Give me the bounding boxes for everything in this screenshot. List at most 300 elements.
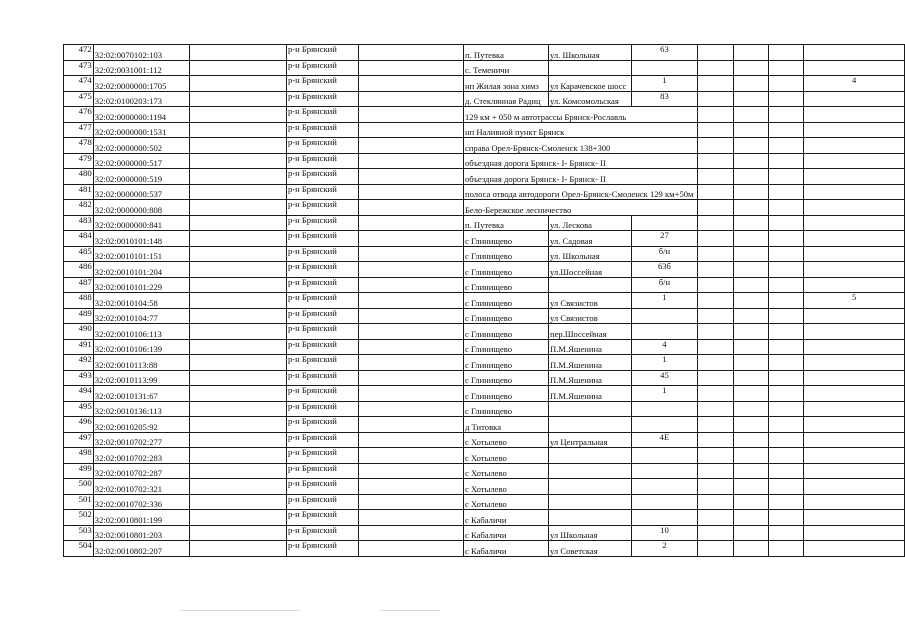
empty-cell [734, 370, 769, 386]
table-row [64, 45, 905, 61]
table-row [64, 200, 905, 216]
extra-number-cell [804, 463, 905, 479]
house-number-cell [631, 417, 697, 433]
extra-number-cell [804, 401, 905, 417]
empty-cell [697, 215, 733, 231]
address-cell: объездная дорога Брянск- I- Брянск- II [464, 169, 698, 185]
empty-cell [768, 107, 803, 123]
locality-cell: с Глинищево [464, 262, 549, 278]
empty-cell [697, 479, 733, 495]
row-number-cell: 482 [64, 200, 94, 216]
street-cell [548, 448, 631, 464]
empty-cell [190, 510, 287, 526]
locality-cell: п. Путевка [464, 45, 549, 61]
property-register-table [63, 44, 905, 557]
house-number-cell [631, 494, 697, 510]
empty-cell [768, 339, 803, 355]
empty-cell [734, 510, 769, 526]
cadastral-number-cell: 32:02:0010101:204 [93, 262, 190, 278]
extra-number-cell [804, 45, 905, 61]
row-number-cell: 491 [64, 339, 94, 355]
locality-cell: д Титовка [464, 417, 549, 433]
district-cell: р-н Брянский [286, 479, 358, 495]
extra-number-cell [804, 324, 905, 340]
empty-cell [358, 262, 463, 278]
house-number-cell: б/н [631, 277, 697, 293]
empty-cell [697, 184, 733, 200]
house-number-cell [631, 448, 697, 464]
table-row [64, 494, 905, 510]
address-cell: нп Наливной пункт Брянск [464, 122, 698, 138]
empty-cell [358, 246, 463, 262]
empty-cell [190, 246, 287, 262]
row-number-cell: 478 [64, 138, 94, 154]
table-row [64, 339, 905, 355]
house-number-cell: 83 [631, 91, 697, 107]
empty-cell [734, 525, 769, 541]
cadastral-number-cell: 32:02:0010801:199 [93, 510, 190, 526]
street-cell: ул. Лескова [548, 215, 631, 231]
empty-cell [768, 448, 803, 464]
street-cell [548, 510, 631, 526]
extra-number-cell [804, 432, 905, 448]
street-cell: ул Советская [548, 541, 631, 557]
table-row [64, 401, 905, 417]
table-row [64, 479, 905, 495]
extra-number-cell [804, 91, 905, 107]
empty-cell [768, 169, 803, 185]
table-row [64, 370, 905, 386]
empty-cell [734, 417, 769, 433]
street-cell: ул Карачевское шосс [548, 76, 631, 92]
locality-cell: с Хотылево [464, 494, 549, 510]
register-rows [64, 45, 905, 557]
cadastral-number-cell: 32:02:0000000:502 [93, 138, 190, 154]
address-cell: справа Орел-Брянск-Смоленск 138+300 [464, 138, 698, 154]
table-row [64, 215, 905, 231]
locality-cell: нп Жилая зона химз [464, 76, 549, 92]
empty-cell [190, 293, 287, 309]
empty-cell [734, 355, 769, 371]
address-cell: объездная дорога Брянск- I- Брянск- II [464, 153, 698, 169]
table-row [64, 246, 905, 262]
table-row [64, 355, 905, 371]
table-row [64, 463, 905, 479]
table-row [64, 417, 905, 433]
table-row [64, 448, 905, 464]
empty-cell [190, 169, 287, 185]
district-cell: р-н Брянский [286, 231, 358, 247]
empty-cell [734, 339, 769, 355]
street-cell [548, 401, 631, 417]
empty-cell [190, 76, 287, 92]
empty-cell [734, 448, 769, 464]
empty-cell [768, 401, 803, 417]
row-number-cell: 501 [64, 494, 94, 510]
row-number-cell: 479 [64, 153, 94, 169]
extra-number-cell [804, 541, 905, 557]
locality-cell: с Хотылево [464, 463, 549, 479]
district-cell: р-н Брянский [286, 91, 358, 107]
locality-cell: с Хотылево [464, 479, 549, 495]
empty-cell [768, 231, 803, 247]
house-number-cell [631, 60, 697, 76]
empty-cell [190, 448, 287, 464]
empty-cell [358, 277, 463, 293]
empty-cell [768, 510, 803, 526]
street-cell: ул Центральная [548, 432, 631, 448]
district-cell: р-н Брянский [286, 525, 358, 541]
house-number-cell: б/н [631, 246, 697, 262]
empty-cell [697, 370, 733, 386]
empty-cell [697, 308, 733, 324]
empty-cell [734, 200, 769, 216]
table-row [64, 169, 905, 185]
empty-cell [697, 60, 733, 76]
empty-cell [734, 541, 769, 557]
street-cell: П.М.Яшенина [548, 370, 631, 386]
district-cell: р-н Брянский [286, 45, 358, 61]
empty-cell [358, 107, 463, 123]
locality-cell: с. Теменичи [464, 60, 549, 76]
cadastral-number-cell: 32:02:0010702:336 [93, 494, 190, 510]
row-number-cell: 486 [64, 262, 94, 278]
house-number-cell [631, 215, 697, 231]
district-cell: р-н Брянский [286, 510, 358, 526]
empty-cell [697, 246, 733, 262]
cadastral-number-cell: 32:02:0000000:808 [93, 200, 190, 216]
empty-cell [190, 45, 287, 61]
empty-cell [734, 401, 769, 417]
extra-number-cell [804, 339, 905, 355]
street-cell: ул Школьная [548, 525, 631, 541]
table-row [64, 153, 905, 169]
cadastral-number-cell: 32:02:0000000:1531 [93, 122, 190, 138]
district-cell: р-н Брянский [286, 339, 358, 355]
street-cell: ул. Комсомольская [548, 91, 631, 107]
cadastral-number-cell: 32:02:0010205:92 [93, 417, 190, 433]
empty-cell [768, 215, 803, 231]
empty-cell [190, 370, 287, 386]
row-number-cell: 490 [64, 324, 94, 340]
empty-cell [190, 107, 287, 123]
district-cell: р-н Брянский [286, 138, 358, 154]
row-number-cell: 481 [64, 184, 94, 200]
street-cell: П.М.Яшенина [548, 355, 631, 371]
cadastral-number-cell: 32:02:0010104:77 [93, 308, 190, 324]
row-number-cell: 476 [64, 107, 94, 123]
extra-number-cell [804, 60, 905, 76]
street-cell [548, 277, 631, 293]
empty-cell [768, 525, 803, 541]
empty-cell [768, 432, 803, 448]
empty-cell [697, 525, 733, 541]
extra-number-cell [804, 200, 905, 216]
empty-cell [190, 308, 287, 324]
row-number-cell: 497 [64, 432, 94, 448]
empty-cell [190, 262, 287, 278]
empty-cell [697, 355, 733, 371]
empty-cell [734, 76, 769, 92]
row-number-cell: 484 [64, 231, 94, 247]
empty-cell [697, 76, 733, 92]
row-number-cell: 496 [64, 417, 94, 433]
extra-number-cell [804, 370, 905, 386]
empty-cell [768, 293, 803, 309]
empty-cell [697, 122, 733, 138]
empty-cell [734, 277, 769, 293]
district-cell: р-н Брянский [286, 355, 358, 371]
district-cell: р-н Брянский [286, 541, 358, 557]
empty-cell [190, 494, 287, 510]
cadastral-number-cell: 32:02:0010802:207 [93, 541, 190, 557]
empty-cell [768, 91, 803, 107]
street-cell: ул Связистов [548, 293, 631, 309]
empty-cell [358, 184, 463, 200]
row-number-cell: 504 [64, 541, 94, 557]
row-number-cell: 472 [64, 45, 94, 61]
street-cell: ул Связистов [548, 308, 631, 324]
cadastral-number-cell: 32:02:0010131:67 [93, 386, 190, 402]
table-row [64, 386, 905, 402]
empty-cell [734, 169, 769, 185]
scan-noise [380, 610, 440, 611]
cadastral-number-cell: 32:02:0010801:203 [93, 525, 190, 541]
empty-cell [697, 153, 733, 169]
empty-cell [358, 215, 463, 231]
row-number-cell: 495 [64, 401, 94, 417]
row-number-cell: 487 [64, 277, 94, 293]
house-number-cell [631, 401, 697, 417]
house-number-cell: 1 [631, 355, 697, 371]
empty-cell [190, 432, 287, 448]
district-cell: р-н Брянский [286, 122, 358, 138]
street-cell [548, 60, 631, 76]
street-cell [548, 463, 631, 479]
empty-cell [190, 479, 287, 495]
empty-cell [190, 541, 287, 557]
empty-cell [358, 432, 463, 448]
empty-cell [697, 494, 733, 510]
empty-cell [190, 122, 287, 138]
table-row [64, 231, 905, 247]
extra-number-cell [804, 184, 905, 200]
empty-cell [358, 231, 463, 247]
locality-cell: с Хотылево [464, 432, 549, 448]
district-cell: р-н Брянский [286, 448, 358, 464]
house-number-cell [631, 479, 697, 495]
empty-cell [697, 277, 733, 293]
empty-cell [734, 494, 769, 510]
district-cell: р-н Брянский [286, 386, 358, 402]
cadastral-number-cell: 32:02:0000000:517 [93, 153, 190, 169]
empty-cell [697, 91, 733, 107]
empty-cell [768, 417, 803, 433]
locality-cell: с Глинищево [464, 370, 549, 386]
address-cell: Бело-Бережское лесничество [464, 200, 698, 216]
cadastral-number-cell: 32:02:0000000:519 [93, 169, 190, 185]
district-cell: р-н Брянский [286, 277, 358, 293]
extra-number-cell [804, 153, 905, 169]
table-row [64, 510, 905, 526]
street-cell: ул. Школьная [548, 246, 631, 262]
empty-cell [697, 138, 733, 154]
district-cell: р-н Брянский [286, 494, 358, 510]
extra-number-cell [804, 510, 905, 526]
empty-cell [358, 293, 463, 309]
house-number-cell [631, 463, 697, 479]
district-cell: р-н Брянский [286, 401, 358, 417]
cadastral-number-cell: 32:02:0010113:99 [93, 370, 190, 386]
district-cell: р-н Брянский [286, 107, 358, 123]
empty-cell [768, 479, 803, 495]
table-row [64, 107, 905, 123]
locality-cell: с Глинищево [464, 324, 549, 340]
row-number-cell: 488 [64, 293, 94, 309]
house-number-cell: 27 [631, 231, 697, 247]
empty-cell [190, 401, 287, 417]
district-cell: р-н Брянский [286, 308, 358, 324]
address-cell: полоса отвода автодороги Орел-Брянск-Смоленск 129 км+50м [464, 184, 698, 200]
extra-number-cell [804, 122, 905, 138]
empty-cell [190, 184, 287, 200]
empty-cell [768, 76, 803, 92]
cadastral-number-cell: 32:02:0010101:229 [93, 277, 190, 293]
empty-cell [768, 262, 803, 278]
empty-cell [190, 215, 287, 231]
house-number-cell: 45 [631, 370, 697, 386]
district-cell: р-н Брянский [286, 169, 358, 185]
empty-cell [190, 60, 287, 76]
table-row [64, 60, 905, 76]
cadastral-number-cell: 32:02:0000000:1705 [93, 76, 190, 92]
empty-cell [697, 231, 733, 247]
locality-cell: с Глинищево [464, 231, 549, 247]
extra-number-cell [804, 231, 905, 247]
empty-cell [734, 479, 769, 495]
empty-cell [768, 277, 803, 293]
row-number-cell: 499 [64, 463, 94, 479]
locality-cell: с Глинищево [464, 355, 549, 371]
empty-cell [734, 231, 769, 247]
empty-cell [358, 525, 463, 541]
empty-cell [358, 417, 463, 433]
street-cell [548, 494, 631, 510]
extra-number-cell [804, 262, 905, 278]
empty-cell [358, 169, 463, 185]
empty-cell [358, 479, 463, 495]
table-row [64, 184, 905, 200]
empty-cell [190, 463, 287, 479]
empty-cell [190, 153, 287, 169]
extra-number-cell: 5 [804, 293, 905, 309]
extra-number-cell [804, 107, 905, 123]
cadastral-number-cell: 32:02:0010101:148 [93, 231, 190, 247]
locality-cell: с Кабаличи [464, 510, 549, 526]
empty-cell [768, 246, 803, 262]
house-number-cell: 1 [631, 76, 697, 92]
address-cell: 129 км + 050 м автотрассы Брянск-Рославль [464, 107, 698, 123]
extra-number-cell [804, 448, 905, 464]
cadastral-number-cell: 32:02:0031001:112 [93, 60, 190, 76]
cadastral-number-cell: 32:02:0010702:283 [93, 448, 190, 464]
table-row [64, 122, 905, 138]
cadastral-number-cell: 32:02:0100203:173 [93, 91, 190, 107]
empty-cell [190, 231, 287, 247]
row-number-cell: 477 [64, 122, 94, 138]
row-number-cell: 492 [64, 355, 94, 371]
district-cell: р-н Брянский [286, 293, 358, 309]
empty-cell [734, 215, 769, 231]
locality-cell: с Кабаличи [464, 541, 549, 557]
locality-cell: с Глинищево [464, 386, 549, 402]
street-cell: П.М.Яшенина [548, 339, 631, 355]
cadastral-number-cell: 32:02:0010106:113 [93, 324, 190, 340]
empty-cell [358, 308, 463, 324]
house-number-cell: 1 [631, 293, 697, 309]
empty-cell [697, 510, 733, 526]
empty-cell [697, 541, 733, 557]
empty-cell [697, 324, 733, 340]
house-number-cell: 4Е [631, 432, 697, 448]
empty-cell [768, 324, 803, 340]
cadastral-number-cell: 32:02:0010104:58 [93, 293, 190, 309]
cadastral-number-cell: 32:02:0000000:841 [93, 215, 190, 231]
empty-cell [768, 355, 803, 371]
empty-cell [190, 355, 287, 371]
row-number-cell: 474 [64, 76, 94, 92]
empty-cell [358, 386, 463, 402]
extra-number-cell [804, 138, 905, 154]
extra-number-cell [804, 215, 905, 231]
house-number-cell [631, 510, 697, 526]
table-row [64, 541, 905, 557]
extra-number-cell: 4 [804, 76, 905, 92]
scan-noise [180, 610, 300, 611]
empty-cell [358, 494, 463, 510]
district-cell: р-н Брянский [286, 153, 358, 169]
empty-cell [358, 510, 463, 526]
district-cell: р-н Брянский [286, 215, 358, 231]
empty-cell [697, 448, 733, 464]
cadastral-number-cell: 32:02:0010113:88 [93, 355, 190, 371]
extra-number-cell [804, 169, 905, 185]
cadastral-number-cell: 32:02:0000000:537 [93, 184, 190, 200]
empty-cell [190, 138, 287, 154]
empty-cell [697, 401, 733, 417]
empty-cell [697, 45, 733, 61]
extra-number-cell [804, 417, 905, 433]
district-cell: р-н Брянский [286, 417, 358, 433]
locality-cell: с Глинищево [464, 339, 549, 355]
empty-cell [358, 153, 463, 169]
empty-cell [358, 541, 463, 557]
street-cell: П.М.Яшенина [548, 386, 631, 402]
extra-number-cell [804, 494, 905, 510]
empty-cell [358, 370, 463, 386]
empty-cell [358, 401, 463, 417]
locality-cell: с Глинищево [464, 277, 549, 293]
district-cell: р-н Брянский [286, 200, 358, 216]
row-number-cell: 473 [64, 60, 94, 76]
cadastral-number-cell: 32:02:0070102:103 [93, 45, 190, 61]
row-number-cell: 475 [64, 91, 94, 107]
empty-cell [768, 200, 803, 216]
table-row [64, 277, 905, 293]
empty-cell [190, 339, 287, 355]
locality-cell: с Глинищево [464, 401, 549, 417]
district-cell: р-н Брянский [286, 463, 358, 479]
